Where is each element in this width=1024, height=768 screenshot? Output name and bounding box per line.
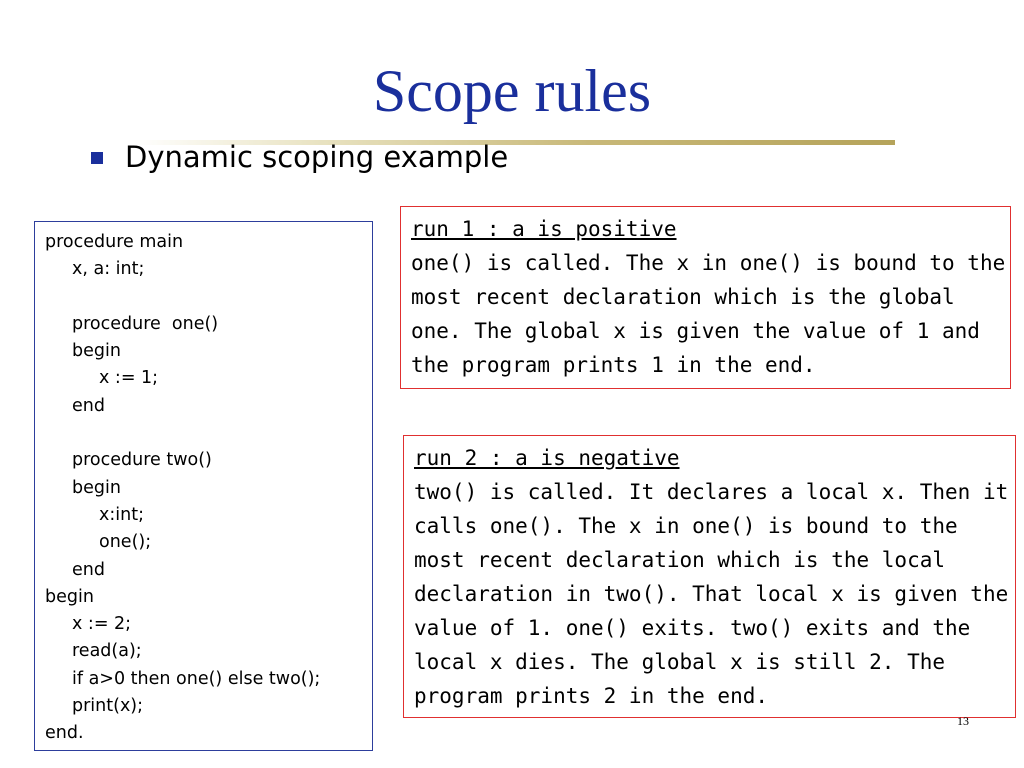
code-line: x:int;: [99, 504, 144, 525]
run1-text-line: the program prints 1 in the end.: [411, 353, 816, 377]
code-line: [45, 420, 372, 447]
page-number: 13: [957, 714, 969, 728]
code-line: procedure two(): [72, 450, 212, 471]
run1-explanation-box: [400, 206, 1011, 389]
run2-text-line: local x dies. The global x is still 2. The: [414, 650, 946, 674]
code-line: end.: [45, 723, 84, 744]
code-line: read(a);: [72, 641, 142, 662]
code-line: [45, 284, 372, 311]
run2-text-line: declaration in two(). That local x is given the: [414, 582, 1009, 606]
run1-text-line: most recent declaration which is the global: [411, 285, 955, 309]
code-line: end: [72, 395, 105, 416]
code-line: x := 2;: [72, 614, 132, 635]
run2-text-line: program prints 2 in the end.: [414, 684, 769, 708]
run1-heading: run 1 : a is positive: [411, 217, 677, 241]
code-listing-box: [34, 221, 373, 751]
code-line: one();: [99, 532, 152, 553]
code-line: procedure one(): [72, 313, 219, 334]
code-line: procedure main: [45, 232, 184, 252]
code-line: print(x);: [72, 696, 144, 717]
code-line: if a>0 then one() else two();: [72, 668, 321, 689]
run1-text-line: one. The global x is given the value of 1 and: [411, 319, 980, 343]
run2-heading: run 2 : a is negative: [414, 446, 680, 470]
square-bullet-icon: [91, 152, 103, 164]
bullet-text: Dynamic scoping example: [125, 140, 509, 174]
code-line: x, a: int;: [72, 259, 145, 280]
run1-text-line: one() is called. The x in one() is bound to the: [411, 251, 1006, 275]
code-line: begin: [72, 341, 121, 362]
code-line: x := 1;: [99, 368, 159, 389]
run2-explanation-box: [403, 435, 1016, 718]
run2-text-line: two() is called. It declares a local x. Then it: [414, 480, 1009, 504]
run2-text-line: calls one(). The x in one() is bound to the: [414, 514, 958, 538]
run2-text-line: most recent declaration which is the local: [414, 548, 946, 572]
code-line: end: [72, 559, 105, 580]
run2-text-line: value of 1. one() exits. two() exits and the: [414, 616, 971, 640]
code-line: begin: [45, 586, 94, 607]
code-line: begin: [72, 477, 121, 498]
slide-title: Scope rules: [372, 58, 652, 124]
